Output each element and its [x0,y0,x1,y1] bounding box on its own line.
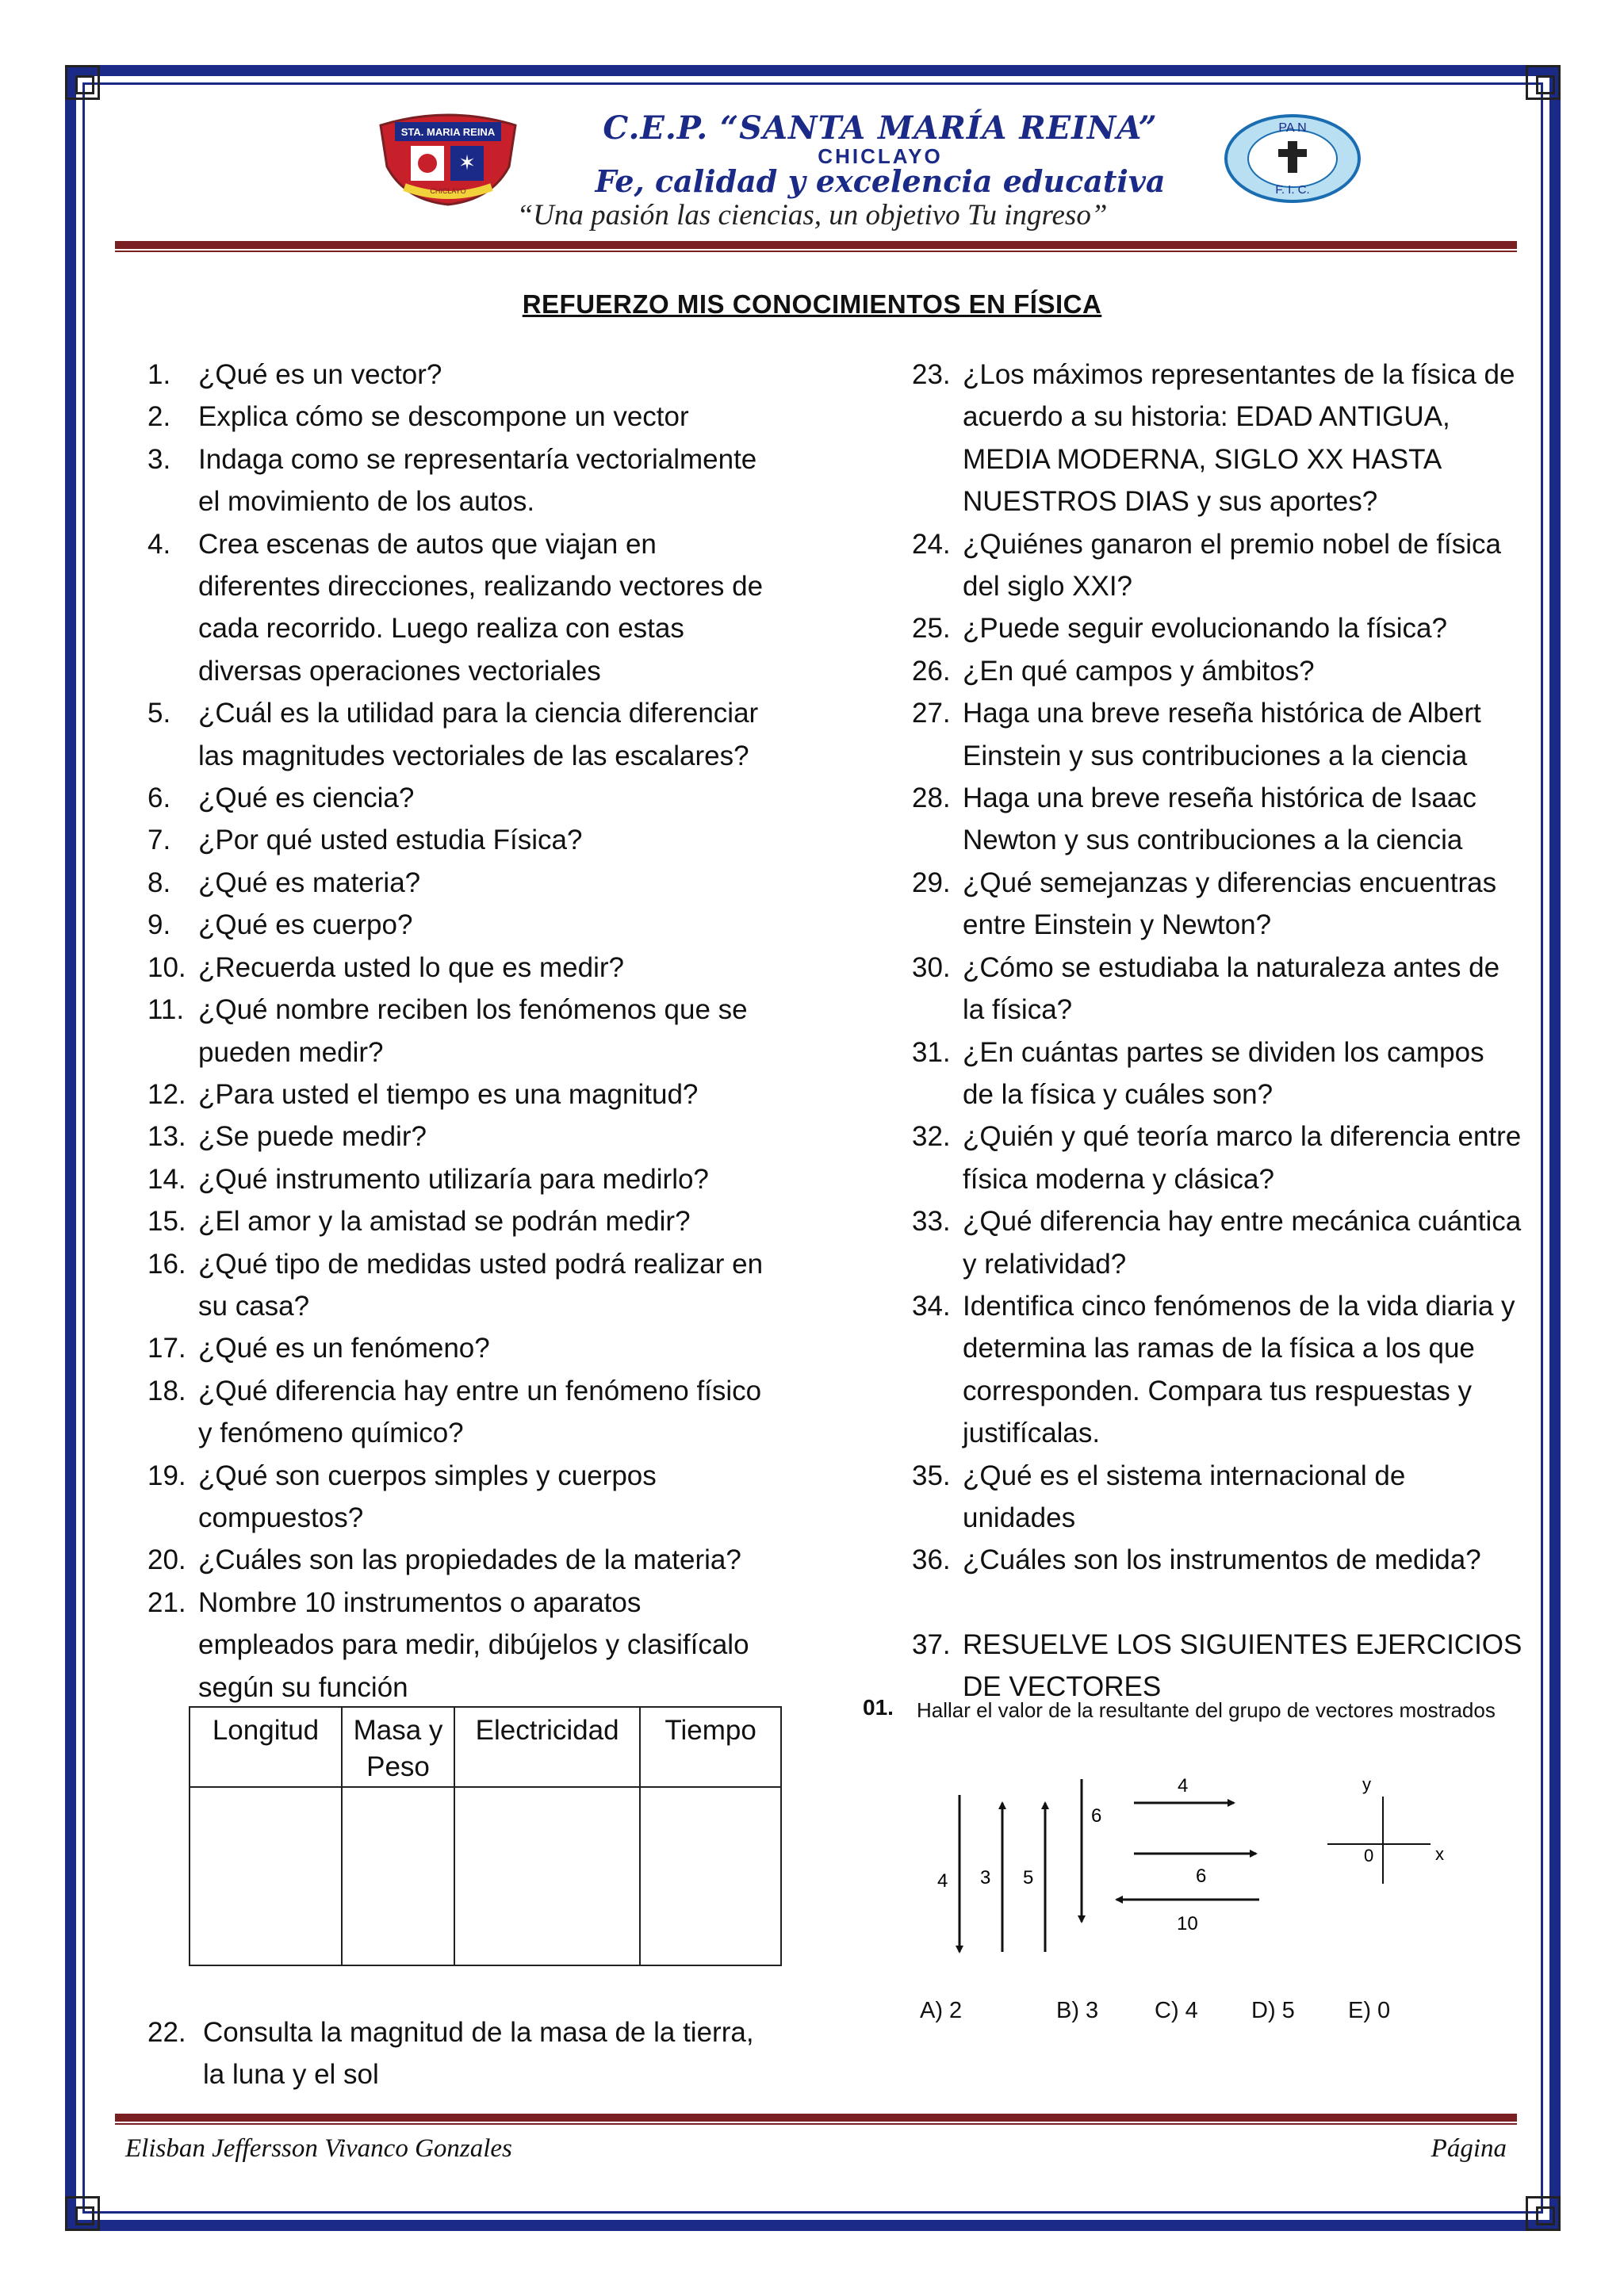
corner-ornament-top-right [1526,65,1561,100]
question-text: ¿Qué es un fenómeno? [198,1333,490,1364]
question-number: 18. [147,1375,186,1406]
question-text: ¿Qué es cuerpo? [198,909,413,941]
vector-label: 5 [1023,1867,1034,1888]
question-text: Consulta la magnitud de la masa de la tierra, la luna y el sol [203,2017,754,2091]
question-item [147,1115,782,1158]
question-number: 33. [912,1206,951,1238]
crest-scroll-text: CHICLAYO [430,187,466,195]
question-number: 16. [147,1248,186,1280]
question-text: ¿Qué son cuerpos simples y cuerpos compuestos? [198,1460,657,1533]
question-number: 25. [912,613,951,645]
table-cell-empty [190,1787,342,1965]
question-number: 7. [147,825,171,856]
question-text: ¿Los máximos representantes de la física de acuerdo a su historia: EDAD ANTIGUA, MEDIA MODERNA, SIGLO XX HASTA NUESTROS DIAS y sus aportes? [963,359,1515,518]
question-text: Nombre 10 instrumentos o aparatos empleados para medir, dibújelos y clasifícalo según su función [198,1586,749,1703]
vector-label: 6 [1196,1866,1207,1887]
question-text: ¿Qué nombre reciben los fenómenos que se pueden medir? [198,994,748,1068]
answer-option-a: A) 2 [920,1998,963,2023]
question-item [147,1243,782,1328]
question-number: 5. [147,698,171,729]
question-number: 30. [912,951,951,983]
question-text: ¿Qué semejanzas y diferencias encuentras entre Einstein y Newton? [963,867,1497,941]
question-item [147,1158,782,1200]
question-item [147,1539,782,1581]
question-item [147,819,782,861]
table-cell-empty [640,1787,781,1965]
emblem-top-text: PA N [1278,121,1307,135]
question-item [147,523,782,693]
footer-page-label: Página [1431,2134,1507,2163]
question-number: 15. [147,1206,186,1238]
question-item [912,947,1522,1031]
corner-ornament-bottom-left [65,2196,100,2231]
question-text: ¿Qué es el sistema internacional de unidades [963,1460,1406,1533]
question-number: 32. [912,1121,951,1153]
question-number: 8. [147,867,171,898]
question-number: 3. [147,443,171,475]
question-item [147,1327,782,1369]
vector-label: 4 [937,1870,948,1892]
question-text: ¿Recuerda usted lo que es medir? [198,951,624,983]
header-divider [115,241,1517,249]
header-slogan: “Una pasión las ciencias, un objetivo Tu ingreso” [516,199,1108,232]
school-motto: Fe, calidad y excelencia educativa [595,163,1166,199]
question-item [912,607,1522,649]
emblem-bottom-text: F. I. C. [1275,183,1310,197]
question-number: 31. [912,1036,951,1068]
question-text: Haga una breve reseña histórica de Albert Einstein y sus contribuciones a la ciencia [963,698,1481,771]
question-item [147,989,782,1073]
answer-option-b: B) 3 [1056,1998,1099,2023]
question-number: 22. [147,2017,186,2048]
answer-option-d: D) 5 [1251,1998,1295,2023]
question-item [147,1582,782,1709]
question-item [147,1073,782,1115]
question-item [912,777,1522,862]
answer-option-c: C) 4 [1155,1998,1198,2023]
question-text: Indaga como se representaría vectorialmente el movimiento de los autos. [198,443,757,518]
footer-author: Elisban Jeffersson Vivanco Gonzales [125,2134,512,2163]
question-item [912,1115,1522,1200]
crest-banner-text: STA. MARIA REINA [400,126,496,138]
question-text: Crea escenas de autos que viajan en diferentes direcciones, realizando vectores de cada recorrido. Luego realiza con estas diversas operaciones vectoriales [198,528,764,687]
vector-label: 10 [1177,1913,1198,1934]
parish-emblem-logo [1213,111,1372,206]
question-item [912,1455,1522,1540]
right-question-list [912,354,1522,1709]
question-item [147,1200,782,1242]
question-number: 37. [912,1628,951,1660]
question-text: RESUELVE LOS SIGUIENTES EJERCICIOS DE VECTORES [963,1628,1522,1703]
question-item [147,904,782,946]
question-item [912,862,1522,947]
question-text: ¿En cuántas partes se dividen los campos de la física y cuáles son? [963,1036,1484,1110]
question-number: 19. [147,1460,186,1491]
question-item [912,650,1522,692]
table-cell-empty [454,1787,640,1965]
axis-label-x: x [1435,1844,1444,1864]
question-item [147,862,782,904]
question-item [147,396,782,438]
corner-ornament-top-left [65,65,100,100]
axis-origin-label: 0 [1364,1846,1374,1866]
vector-label: 4 [1178,1775,1189,1797]
question-text: ¿Por qué usted estudia Física? [198,825,583,856]
question-text: ¿En qué campos y ámbitos? [963,655,1315,687]
question-item [912,1539,1522,1581]
question-item [912,523,1522,608]
instrument-classification-table [189,1706,782,1966]
question-text: ¿Quién y qué teoría marco la diferencia entre física moderna y clásica? [963,1121,1522,1195]
question-number: 14. [147,1163,186,1195]
footer-divider [115,2114,1517,2122]
question-text: ¿Cuáles son las propiedades de la materia? [198,1544,741,1576]
question-text: ¿Cómo se estudiaba la naturaleza antes de la física? [963,951,1500,1026]
table-cell-empty [342,1787,454,1965]
question-number: 6. [147,783,171,814]
school-name: C.E.P. “SANTA MARÍA REINA” [603,109,1158,147]
question-number: 13. [147,1121,186,1153]
question-text: Haga una breve reseña histórica de Isaac Newton y sus contribuciones a la ciencia [963,783,1477,856]
question-number: 12. [147,1078,186,1110]
question-text: ¿El amor y la amistad se podrán medir? [198,1206,691,1238]
question-item [147,438,782,523]
axis-label-y: y [1362,1774,1371,1794]
question-number: 20. [147,1544,186,1576]
school-crest-logo [373,111,523,206]
question-22 [147,2011,782,2096]
question-item [147,777,782,819]
left-question-list [147,354,782,1709]
svg-text:✶: ✶ [458,151,476,175]
question-item [147,947,782,989]
question-number: 17. [147,1333,186,1364]
question-text: ¿Qué tipo de medidas usted podrá realizar en su casa? [198,1248,764,1322]
question-number: 35. [912,1460,951,1491]
question-text: ¿Qué instrumento utilizaría para medirlo? [198,1163,709,1195]
question-number: 28. [912,783,951,814]
question-number: 2. [147,401,171,433]
question-item [147,354,782,396]
school-city: CHICLAYO [818,144,943,168]
question-number: 26. [912,655,951,687]
exercise-statement: Hallar el valor de la resultante del grupo de vectores mostrados [917,1698,1496,1722]
question-text: ¿Qué es materia? [198,867,421,898]
question-item [912,354,1522,523]
question-text: Identifica cinco fenómenos de la vida diaria y determina las ramas de la física a los que corresponden. Compara tus respuestas y justifícalas. [963,1290,1515,1449]
question-item [912,692,1522,777]
question-text: ¿Cuáles son los instrumentos de medida? [963,1544,1481,1576]
question-item [147,692,782,777]
question-item [147,1455,782,1540]
question-text: ¿Quiénes ganaron el premio nobel de física del siglo XXI? [963,528,1502,603]
question-text: ¿Para usted el tiempo es una magnitud? [198,1078,699,1110]
table-header-mass-weight: Masa y Peso [342,1707,454,1787]
question-item [912,1200,1522,1285]
vector-diagram [904,1768,1507,1974]
table-header-electricity: Electricidad [454,1707,640,1787]
question-text: ¿Qué es ciencia? [198,783,415,814]
question-text: ¿Se puede medir? [198,1121,427,1153]
table-header-length: Longitud [190,1707,342,1787]
question-text: ¿Qué diferencia hay entre un fenómeno físico y fenómeno químico? [198,1375,762,1449]
table-header-time: Tiempo [640,1707,781,1787]
document-title: REFUERZO MIS CONOCIMIENTOS EN FÍSICA [522,289,1102,319]
question-number: 36. [912,1544,951,1576]
question-number: 29. [912,867,951,898]
question-item [147,1370,782,1455]
question-item [912,1031,1522,1116]
question-text: ¿Qué diferencia hay entre mecánica cuántica y relatividad? [963,1206,1522,1280]
question-number: 24. [912,528,951,560]
question-number: 27. [912,698,951,729]
question-number: 10. [147,951,186,983]
question-text: ¿Puede seguir evolucionando la física? [963,613,1447,645]
question-number: 11. [147,994,185,1026]
question-number: 34. [912,1290,951,1322]
answer-option-e: E) 0 [1348,1998,1391,2023]
exercise-number: 01. [863,1695,894,1720]
question-text: ¿Cuál es la utilidad para la ciencia diferenciar las magnitudes vectoriales de las escalares? [198,698,759,771]
question-number: 23. [912,359,951,390]
question-text: Explica cómo se descompone un vector [198,401,689,433]
vector-label: 6 [1091,1805,1102,1827]
corner-ornament-bottom-right [1526,2196,1561,2231]
question-number: 1. [147,359,171,390]
question-item [912,1285,1522,1455]
question-number: 21. [147,1586,186,1618]
question-text: ¿Qué es un vector? [198,359,442,390]
question-number: 4. [147,528,171,560]
question-number: 9. [147,909,171,941]
vector-label: 3 [980,1867,991,1888]
